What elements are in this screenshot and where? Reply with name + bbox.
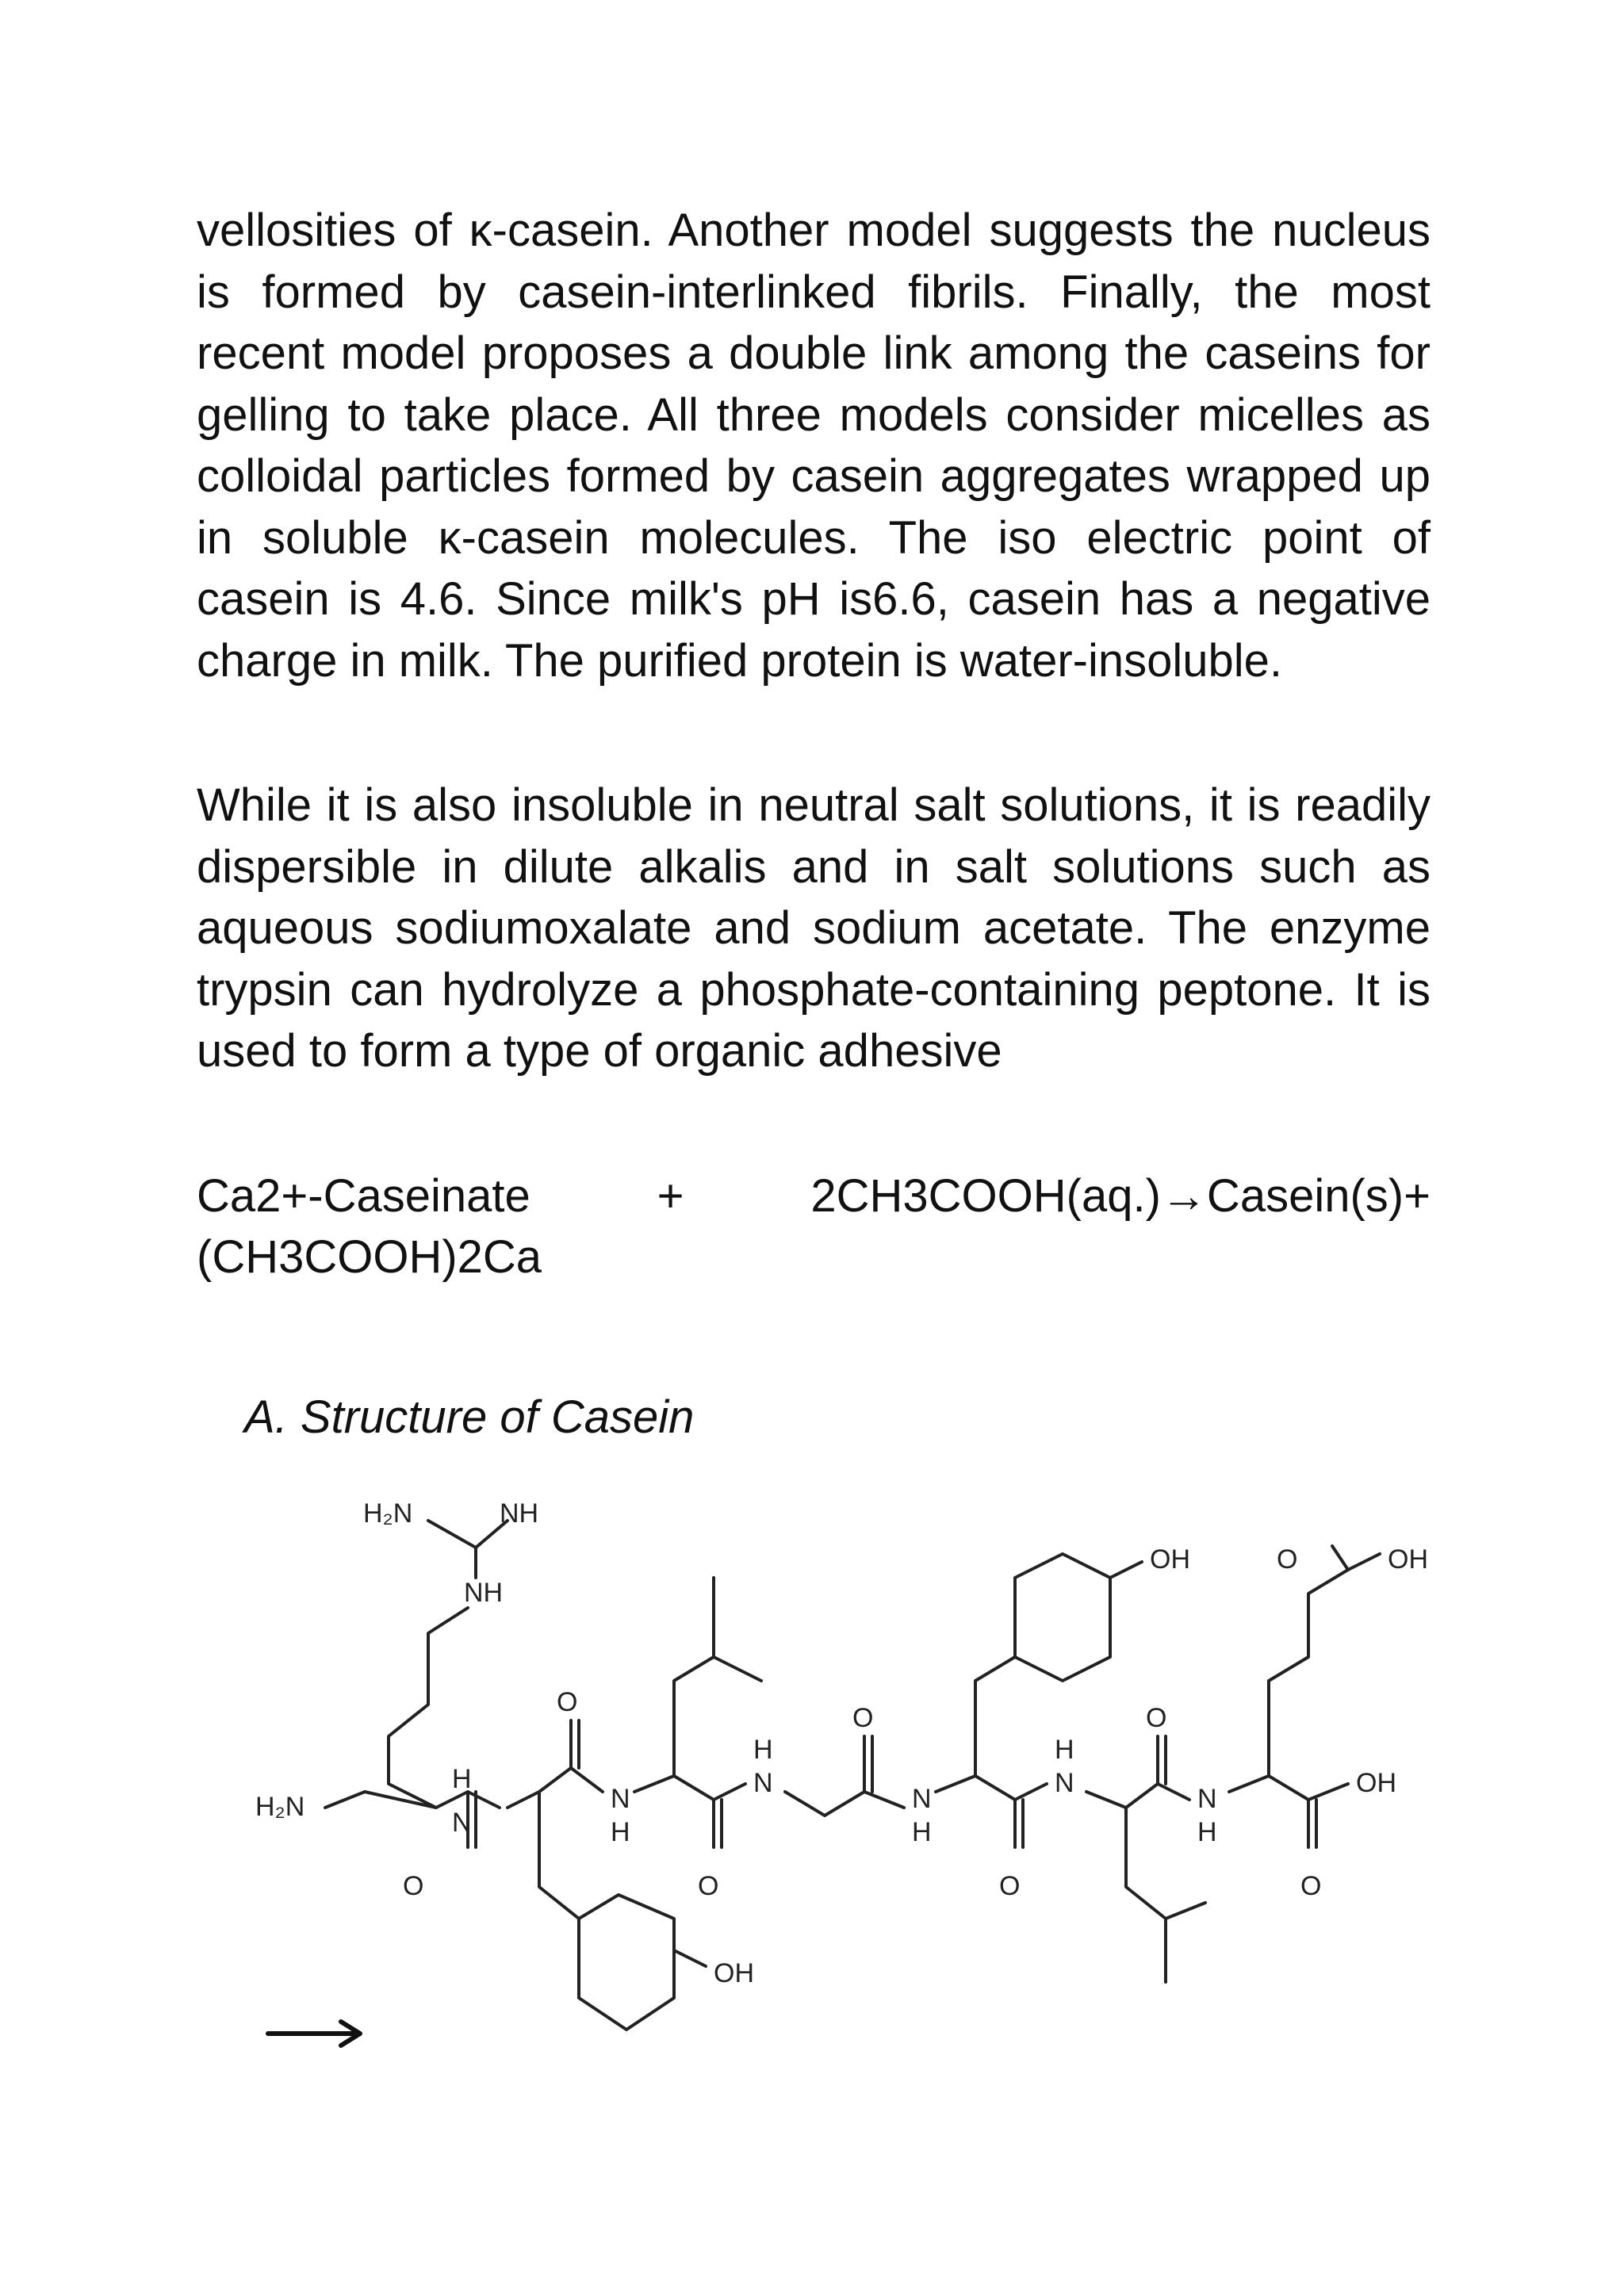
- atom-label-h6: H: [1197, 1817, 1217, 1847]
- bond-tyr2: [936, 1554, 1142, 1792]
- bond-backbone-4: [975, 1776, 1047, 1847]
- atom-label-n5: N: [1055, 1768, 1074, 1798]
- bond-arg-guanidine: [389, 1521, 508, 1808]
- atom-label-oh-tyr2: OH: [1150, 1544, 1190, 1575]
- equation-plus: +: [657, 1170, 684, 1222]
- atom-label-h3: H: [753, 1735, 773, 1765]
- bond-backbone-2: [539, 1720, 603, 1792]
- atom-label-nh-top: NH: [500, 1498, 539, 1529]
- atom-label-h4: H: [912, 1817, 932, 1847]
- bond-glu: [1229, 1546, 1380, 1792]
- bond-backbone-5: [1126, 1736, 1189, 1808]
- atom-label-o6: O: [1146, 1703, 1167, 1733]
- atom-label-n3: N: [753, 1768, 773, 1798]
- atom-label-oh-glu: OH: [1388, 1544, 1428, 1575]
- equation-products: 2CH3COOH(aq.)→Casein(s)+: [810, 1170, 1431, 1222]
- atom-label-h2n-top: H₂N: [363, 1498, 413, 1529]
- atom-label-h2n-left: H₂N: [255, 1792, 305, 1822]
- atom-label-oh-tyr1: OH: [714, 1958, 754, 1988]
- atom-label-n4: N: [912, 1784, 932, 1814]
- atom-label-o7: O: [1300, 1871, 1322, 1901]
- bond-leu1: [634, 1578, 761, 1792]
- atom-label-h5: H: [1055, 1735, 1074, 1765]
- atom-label-o3: O: [698, 1871, 719, 1901]
- equation-reactant: Ca2+-Caseinate: [197, 1170, 530, 1222]
- atom-label-o2: O: [557, 1687, 578, 1717]
- casein-structure-diagram: [238, 1475, 1475, 2045]
- body-paragraph-2: While it is also insoluble in neutral salt solutions, it is readily dispersible in dilute alkalis and in salt solutions such as aqueous sodiumoxalate and sodium acetate. The enzyme trypsin can hydrolyze a phosphate-containing peptone. It is used to form a type of organic adhesive: [197, 779, 1431, 1077]
- atom-label-h1: H: [452, 1764, 472, 1794]
- atom-label-o5: O: [999, 1871, 1021, 1901]
- bond-leu2: [1086, 1792, 1205, 1982]
- body-paragraph-1: vellosities of κ-casein. Another model suggests the nucleus is formed by casein-interlinked fibrils. Finally, the most recent model proposes a double link among the caseins for gelling to take place. All three models consider micelles as colloidal particles formed by casein aggregates wrapped up in soluble κ-casein molecules. The iso electric point of casein is 4.6. Since milk's pH is6.6, casein has a negative charge in milk. The purified protein is water-insoluble.: [197, 205, 1431, 687]
- reaction-equation-line-2: (CH3COOH)2Ca: [197, 1231, 542, 1283]
- atom-label-o-glu: O: [1277, 1544, 1298, 1575]
- bond-backbone-3: [674, 1776, 745, 1847]
- reaction-equation-line-1: [197, 1165, 1431, 1227]
- atom-label-oh-cterm: OH: [1356, 1768, 1396, 1798]
- bond-backbone-1: [325, 1792, 500, 1847]
- bond-cterm: [1269, 1776, 1348, 1847]
- figure-caption: A. Structure of Casein: [244, 1391, 695, 1443]
- atom-label-n1: N: [452, 1808, 472, 1838]
- bond-gly: [785, 1736, 904, 1816]
- atom-label-nh-mid: NH: [464, 1578, 504, 1608]
- bond-tyr1: [508, 1792, 706, 2030]
- atom-label-o4: O: [852, 1703, 874, 1733]
- atom-label-n2: N: [611, 1784, 630, 1814]
- right-arrow-icon: [262, 2014, 373, 2053]
- atom-label-o1: O: [403, 1871, 424, 1901]
- atom-label-h2: H: [611, 1817, 630, 1847]
- atom-label-n6: N: [1197, 1784, 1217, 1814]
